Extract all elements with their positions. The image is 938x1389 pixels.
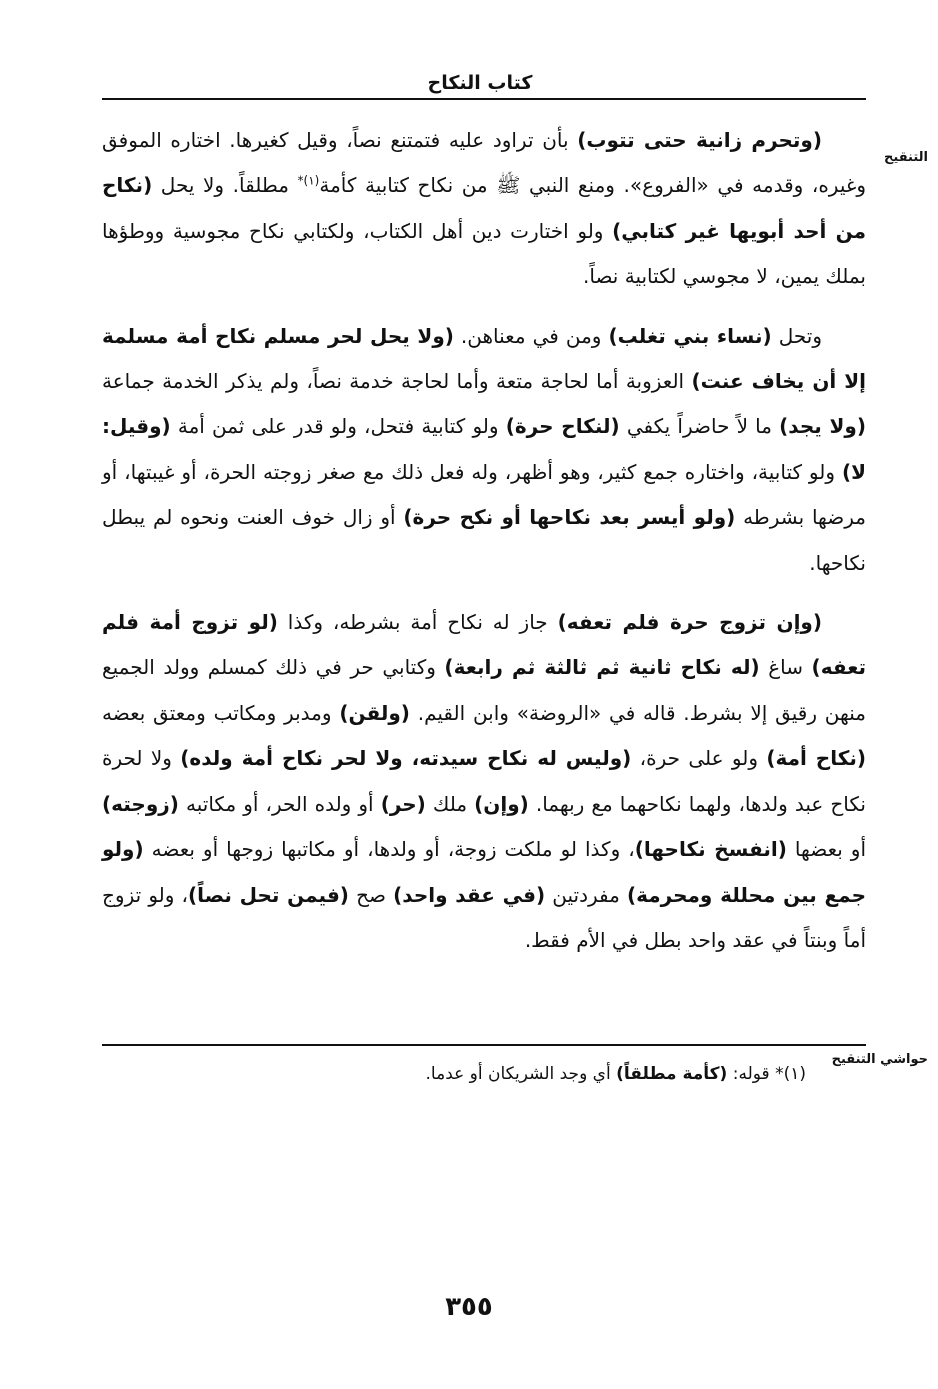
page-number: ٣٥٥ xyxy=(445,1292,493,1322)
bold-text-span: (ولا يحل لحر مسلم نكاح أمة مسلمة إلا أن يخاف عنت) xyxy=(102,323,866,394)
bold-text-span: (له نكاح ثانية ثم ثالثة ثم رابعة) xyxy=(444,655,760,680)
text-span: ومدبر ومكاتب ومعتق بعضه xyxy=(102,700,340,725)
text-span: ساغ xyxy=(759,655,812,680)
bold-text-span: (ولو جمع بين محللة ومحرمة) xyxy=(102,837,866,907)
bold-text-span: (نساء بني تغلب) xyxy=(608,323,772,348)
footnote xyxy=(102,1056,806,1092)
paragraph xyxy=(102,118,866,300)
side-label-hawashi: حواشي التنقيح xyxy=(831,1052,928,1067)
text-span: ، ولو تزوج أماً وبنتاً في عقد واحد بطل في الأم فقط. xyxy=(102,882,866,952)
text-span: بأن تراود عليه فتمتنع نصاً، وقيل كغيرها. اختاره الموفق وغيره، وقدمه في «الفروع». ومنع النبي ﷺ من نكاح كتابية كأمة xyxy=(102,128,866,198)
bold-text-span: (وقيل: لا) xyxy=(102,414,866,484)
bold-text-span: (وإن تزوج حرة فلم تعفه) xyxy=(557,610,822,635)
bold-text-span: (وتحرم زانية حتى تتوب) xyxy=(577,128,823,152)
bold-text-span: (حر) xyxy=(380,791,426,816)
main-text xyxy=(102,118,866,963)
text-span: العزوبة أما لحاجة متعة وأما لحاجة خدمة نصاً، ولم يذكر الخدمة جماعة xyxy=(102,369,692,394)
text-span: وتحل xyxy=(771,323,822,348)
text-span: أو بعضها xyxy=(786,837,867,862)
text-span: أو ولده الحر، أو مكاتبه xyxy=(178,791,381,816)
text-span: جاز له نكاح أمة بشرطه، وكذا xyxy=(277,610,558,635)
bold-text-span: (وإن) xyxy=(474,791,529,816)
running-header: كتاب النكاح xyxy=(427,72,533,94)
text-span: ولو كتابية فتحل، ولو قدر على ثمن أمة xyxy=(170,414,506,439)
side-label-tanqih: التنقيح xyxy=(884,150,928,165)
text-span: أو زال خوف العنت ونحوه لم يبطل نكاحها. xyxy=(102,505,866,575)
text-span: مفردتين xyxy=(545,882,628,907)
text-span: صح xyxy=(348,882,394,907)
text-span: ملك xyxy=(425,791,475,816)
header-rule xyxy=(102,98,866,100)
bold-text-span: (كأمة مطلقاً) xyxy=(616,1064,728,1084)
bold-text-span: (ولو أيسر بعد نكاحها أو نكح حرة) xyxy=(403,505,736,530)
text-span: ولو على حرة، xyxy=(631,746,767,771)
footnote-marker: (١)* xyxy=(297,173,320,188)
bold-text-span: (انفسخ نكاحها) xyxy=(634,837,787,862)
text-span: ولو كتابية، واختاره جمع كثير، وهو أظهر، وله فعل ذلك مع صغر زوجته الحرة، أو غيبتها، أو مرضها بشرطه xyxy=(102,459,866,530)
text-span: وكتابي حر في ذلك كمسلم وولد الجميع منهن رقيق إلا بشرط. قاله في «الروضة» وابن القيم. xyxy=(102,655,866,725)
paragraph xyxy=(102,314,866,586)
text-span: ومن في معناهن. xyxy=(453,323,609,348)
text-span: ولا لحرة نكاح عبد ولدها، ولهما نكاحهما مع ربهما. xyxy=(102,746,867,816)
text-span: مطلقاً. ولا يحل xyxy=(152,173,298,198)
text-span: ولو اختارت دين أهل الكتاب، ولكتابي نكاح مجوسية ووطؤها بملك يمين، لا مجوسي لكتابية نصاً. xyxy=(102,218,866,289)
bold-text-span: (زوجته) xyxy=(102,791,179,816)
bold-text-span: (لنكاح حرة) xyxy=(505,414,620,439)
text-span: ما لاً حاضراً يكفي xyxy=(619,414,780,439)
bold-text-span: (ولقن) xyxy=(339,700,410,725)
bold-text-span: (وليس له نكاح سيدته، ولا لحر نكاح أمة ولده) xyxy=(180,746,632,771)
bold-text-span: (نكاح أمة) xyxy=(766,746,867,771)
bold-text-span: (في عقد واحد) xyxy=(393,882,546,907)
footnote-rule xyxy=(102,1044,866,1046)
bold-text-span: (فيمن تحل نصاً) xyxy=(188,882,349,907)
bold-text-span: (ولا يجد) xyxy=(779,414,866,439)
text-span: أي وجد الشريكان أو عدما. xyxy=(425,1064,617,1084)
text-span: ، وكذا لو ملكت زوجة، أو ولدها، أو مكاتبها زوجها أو بعضه xyxy=(143,837,635,862)
bold-text-span: (لو تزوج أمة فلم تعفه) xyxy=(102,610,867,680)
paragraph xyxy=(102,600,866,963)
text-span: (١)* قوله: xyxy=(727,1064,806,1084)
bold-text-span: (نكاح من أحد أبويها غير كتابي) xyxy=(102,173,866,243)
